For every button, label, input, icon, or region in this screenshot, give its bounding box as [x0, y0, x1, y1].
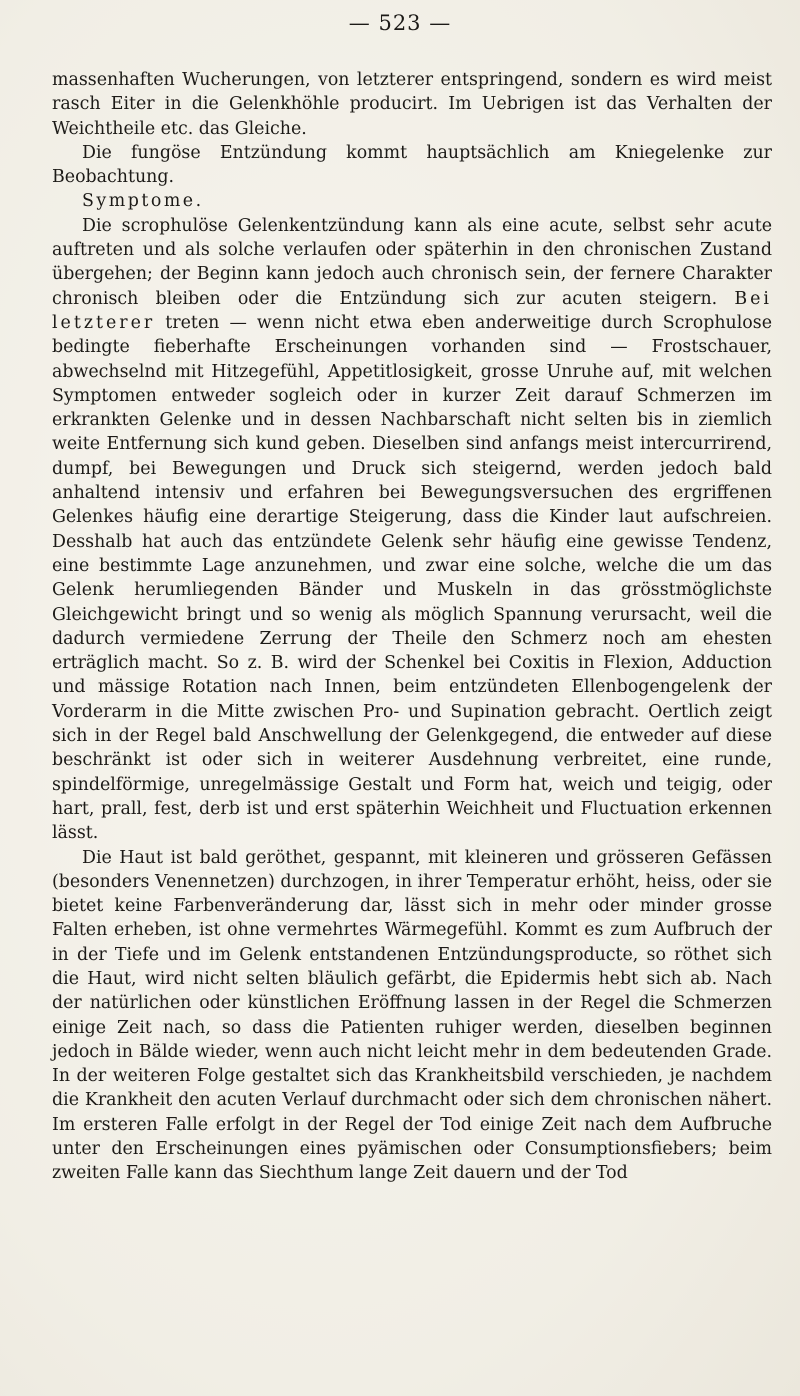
body-text [52, 68, 772, 1186]
page-number: — 523 — [348, 11, 452, 35]
paragraph-symptoms-onset-part2: treten — wenn nicht etwa eben anderweitige durch Scrophulose bedingte fieberhafte Erscheinungen vorhanden sind — Frostschauer, abwechselnd mit Hitzegefühl, Appetitlosigkeit, grosse Unruhe auf, mit welchen Symptomen entweder sogleich oder in kurzer Zeit darauf Schmerzen im erkrankten Gelenke und in dessen Nachbarschaft nicht selten bis in ziemlich weite Entfernung sich kund geben. Dieselben sind anfangs meist intercurrirend, dumpf, bei Bewegungen und Druck sich steigernd, werden jedoch bald anhaltend intensiv und erfahren bei Bewegungsversuchen des ergriffenen Gelenkes häufig eine derartige Steigerung, dass die Kinder laut aufschreien. Desshalb hat auch das entzündete Gelenk sehr häufig eine gewisse Tendenz, eine bestimmte Lage anzunehmen, und zwar eine solche, welche die um das Gelenk herumliegenden Bänder und Muskeln in das grösstmöglichste Gleichgewicht bringt und so wenig als möglich Spannung verursacht, weil die dadurch vermiedene Zerrung der Theile den Schmerz noch am ehesten erträglich macht. So z. B. wird der Schenkel bei Coxitis in Flexion, Adduction und mässige Rotation nach Innen, beim entzündeten Ellenbogengelenk der Vorderarm in die Mitte zwischen Pro- und Supination gebracht. Oertlich zeigt sich in der Regel bald Anschwellung der Gelenkgegend, die entweder auf diese beschränkt ist oder sich in weiterer Ausdehnung verbreitet, eine runde, spindelförmige, unregelmässige Gestalt und Form hat, weich und teigig, oder hart, prall, fest, derb ist und erst späterhin Weichheit und Fluctuation erkennen lässt. [52, 312, 772, 844]
paragraph-symptoms-onset-part1: Die scrophulöse Gelenkentzündung kann als eine acute, selbst sehr acute auftreten und als solche verlaufen oder späterhin in den chronischen Zustand übergehen; der Beginn kann jedoch auch chronisch sein, der fernere Charakter chronisch bleiben oder die Entzündung sich zur acuten steigern. [52, 215, 772, 309]
emphasis-bei-letzterer: Bei letzterer [52, 288, 772, 333]
paragraph-symptoms-onset [52, 214, 772, 846]
paragraph-skin-changes: Die Haut ist bald geröthet, gespannt, mit kleineren und grösseren Gefässen (besonders Venennetzen) durchzogen, in ihrer Temperatur erhöht, heiss, oder sie bietet keine Farbenveränderung dar, lässt sich in mehr oder minder grosse Falten erheben, ist ohne vermehrtes Wärmegefühl. Kommt es zum Aufbruch der in der Tiefe und im Gelenk entstandenen Entzündungsproducte, so röthet sich die Haut, wird nicht selten bläulich gefärbt, die Epidermis hebt sich ab. Nach der natürlichen oder künstlichen Eröffnung lassen in der Regel die Schmerzen einige Zeit nach, so dass die Patienten ruhiger werden, dieselben beginnen jedoch in Bälde wieder, wenn auch nicht leicht mehr in dem bedeutenden Grade. In der weiteren Folge gestaltet sich das Krankheitsbild verschieden, je nachdem die Krankheit den acuten Verlauf durchmacht oder sich dem chronischen nähert. Im ersteren Falle erfolgt in der Regel der Tod einige Zeit nach dem Aufbruche unter den Erscheinungen eines pyämischen oder Consumptionsfiebers; beim zweiten Falle kann das Siechthum lange Zeit dauern und der Tod [52, 847, 772, 1184]
paragraph-continuation: massenhaften Wucherungen, von letzterer entspringend, sondern es wird meist rasch Eiter in die Gelenkhöhle producirt. Im Uebrigen ist das Verhalten der Weichtheile etc. das Gleiche. [52, 70, 772, 139]
paragraph-fungous-inflammation: Die fungöse Entzündung kommt hauptsächlich am Kniegelenke zur Beobachtung. [52, 142, 772, 188]
section-heading-symptome: Symptome. [82, 191, 204, 212]
